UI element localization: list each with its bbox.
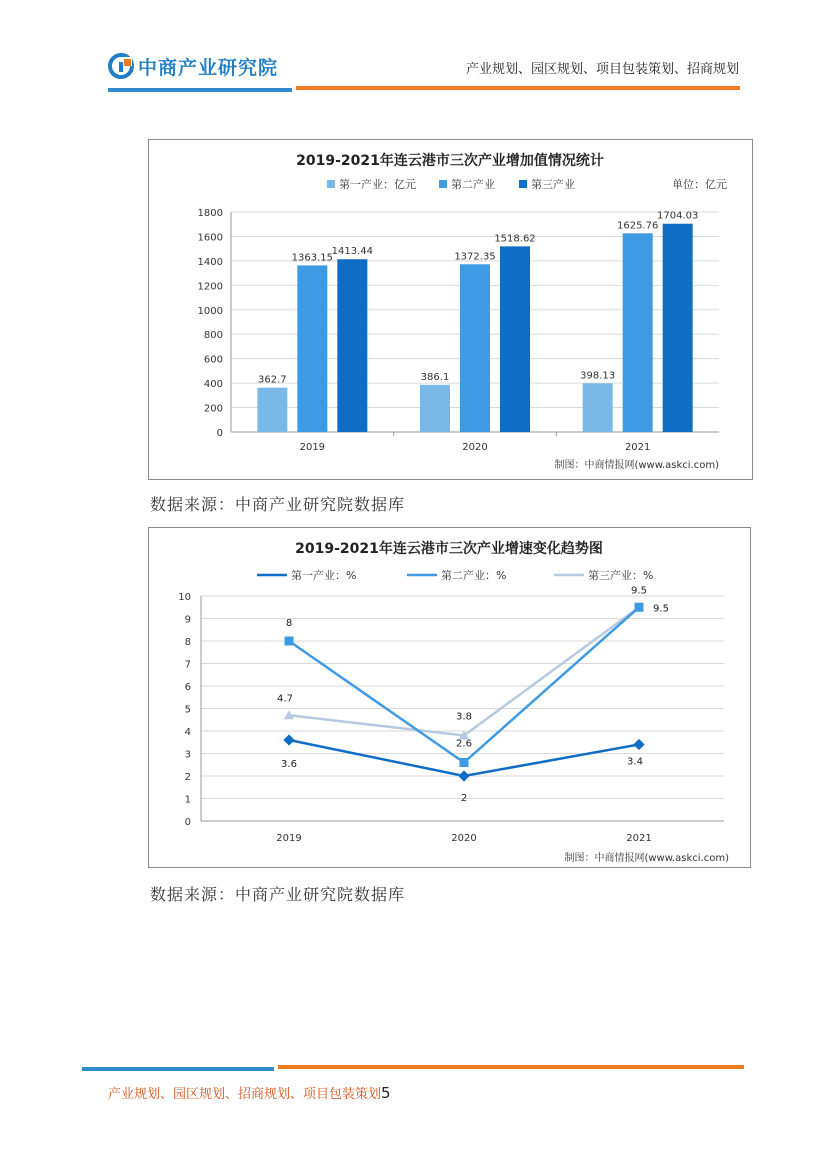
logo-text: 中商产业研究院 — [138, 56, 279, 79]
data-point — [635, 603, 644, 612]
y-tick-label: 600 — [203, 354, 223, 366]
chart-title: 2019-2021年连云港市三次产业增加值情况统计 — [296, 153, 604, 169]
y-tick-label: 10 — [178, 592, 191, 603]
y-tick-label: 1600 — [197, 232, 223, 244]
data-point — [458, 770, 469, 781]
footer-slogan: 产业规划、园区规划、招商规划、项目包装策划 — [108, 1087, 382, 1102]
logo-icon — [108, 53, 134, 79]
y-tick-label: 400 — [203, 379, 223, 391]
data-label: 1363.15 — [291, 252, 334, 264]
bar — [337, 259, 367, 432]
data-label: 9.5 — [653, 603, 669, 615]
data-label: 1704.03 — [656, 210, 699, 222]
data-label: 3.4 — [627, 756, 643, 768]
y-tick-label: 1400 — [197, 256, 223, 268]
x-tick-label: 2021 — [626, 833, 652, 844]
x-tick-label: 2019 — [276, 833, 302, 844]
data-point — [633, 739, 644, 750]
y-tick-label: 200 — [203, 403, 223, 415]
data-point — [285, 637, 294, 646]
legend-swatch — [327, 180, 335, 188]
data-label: 3.8 — [456, 711, 472, 723]
bar-chart-panel — [148, 139, 753, 480]
line-chart-panel — [148, 527, 751, 868]
y-tick-label: 800 — [203, 330, 223, 342]
y-tick-label: 2 — [184, 772, 191, 783]
brand-logo — [108, 52, 278, 80]
bar — [663, 224, 693, 432]
y-tick-label: 5 — [184, 704, 191, 716]
x-tick-label: 2020 — [451, 833, 477, 844]
y-tick-label: 3 — [184, 749, 191, 761]
data-label: 362.7 — [258, 374, 287, 386]
data-label: 2 — [460, 793, 468, 804]
bar — [297, 265, 327, 432]
unit-label: 单位：亿元 — [672, 178, 727, 191]
legend-label: 第一产业：% — [291, 569, 357, 582]
y-tick-label: 6 — [184, 682, 191, 693]
y-tick-label: 8 — [184, 637, 191, 648]
y-tick-label: 4 — [184, 727, 191, 738]
chart-title: 2019-2021年连云港市三次产业增速变化趋势图 — [295, 541, 603, 557]
chart-credit: 制图：中商情报网(www.askci.com) — [564, 853, 729, 864]
data-label: 1413.44 — [331, 246, 374, 258]
x-tick-label: 2020 — [462, 442, 488, 453]
x-tick-label: 2021 — [624, 442, 651, 453]
y-tick-label: 1000 — [197, 305, 223, 317]
y-tick-label: 9 — [184, 614, 191, 626]
source-note: 数据来源：中商产业研究院数据库 — [150, 885, 406, 904]
bar — [460, 264, 490, 432]
bar — [257, 388, 287, 432]
footer-rule-blue — [82, 1067, 274, 1071]
y-tick-label: 1800 — [197, 208, 223, 219]
legend-label: 第一产业：亿元 — [339, 178, 416, 191]
y-tick-label: 7 — [184, 659, 191, 671]
bar — [420, 385, 450, 432]
header-rule-orange — [296, 86, 740, 90]
bar — [500, 246, 530, 432]
footer-rule-orange — [278, 1065, 744, 1069]
data-label: 1518.62 — [494, 233, 536, 245]
y-tick-label: 1 — [184, 794, 191, 806]
legend-swatch — [519, 180, 527, 188]
legend-label: 第三产业：% — [588, 569, 654, 582]
bar-chart — [149, 140, 752, 479]
legend-label: 第二产业 — [451, 178, 495, 191]
y-tick-label: 0 — [184, 817, 191, 828]
header-slogan: 产业规划、园区规划、项目包装策划、招商规划 — [465, 62, 739, 77]
y-tick-label: 1200 — [197, 281, 223, 293]
bar — [583, 383, 613, 432]
chart-credit: 制图：中商情报网(www.askci.com) — [554, 460, 719, 471]
data-point — [460, 758, 469, 767]
footer-text — [108, 1083, 391, 1102]
data-label: 1625.76 — [616, 220, 659, 232]
data-label: 398.13 — [580, 370, 616, 382]
legend-label: 第二产业：% — [441, 569, 507, 582]
data-label: 3.6 — [281, 759, 297, 770]
source-note: 数据来源：中商产业研究院数据库 — [150, 495, 406, 514]
bar — [623, 233, 653, 432]
data-label: 2.6 — [456, 738, 472, 750]
x-tick-label: 2019 — [299, 442, 326, 453]
legend-swatch — [439, 180, 447, 188]
data-label: 4.7 — [277, 693, 293, 705]
legend-label: 第三产业 — [531, 178, 575, 191]
data-label: 386.1 — [420, 371, 450, 383]
data-label: 9.5 — [631, 585, 647, 597]
header-rule-blue — [108, 88, 292, 92]
data-point — [283, 734, 294, 745]
data-label: 8 — [285, 618, 293, 629]
y-tick-label: 0 — [216, 428, 223, 439]
data-label: 1372.35 — [454, 251, 496, 263]
line-chart — [149, 528, 750, 867]
page-number: 5 — [381, 1084, 391, 1102]
